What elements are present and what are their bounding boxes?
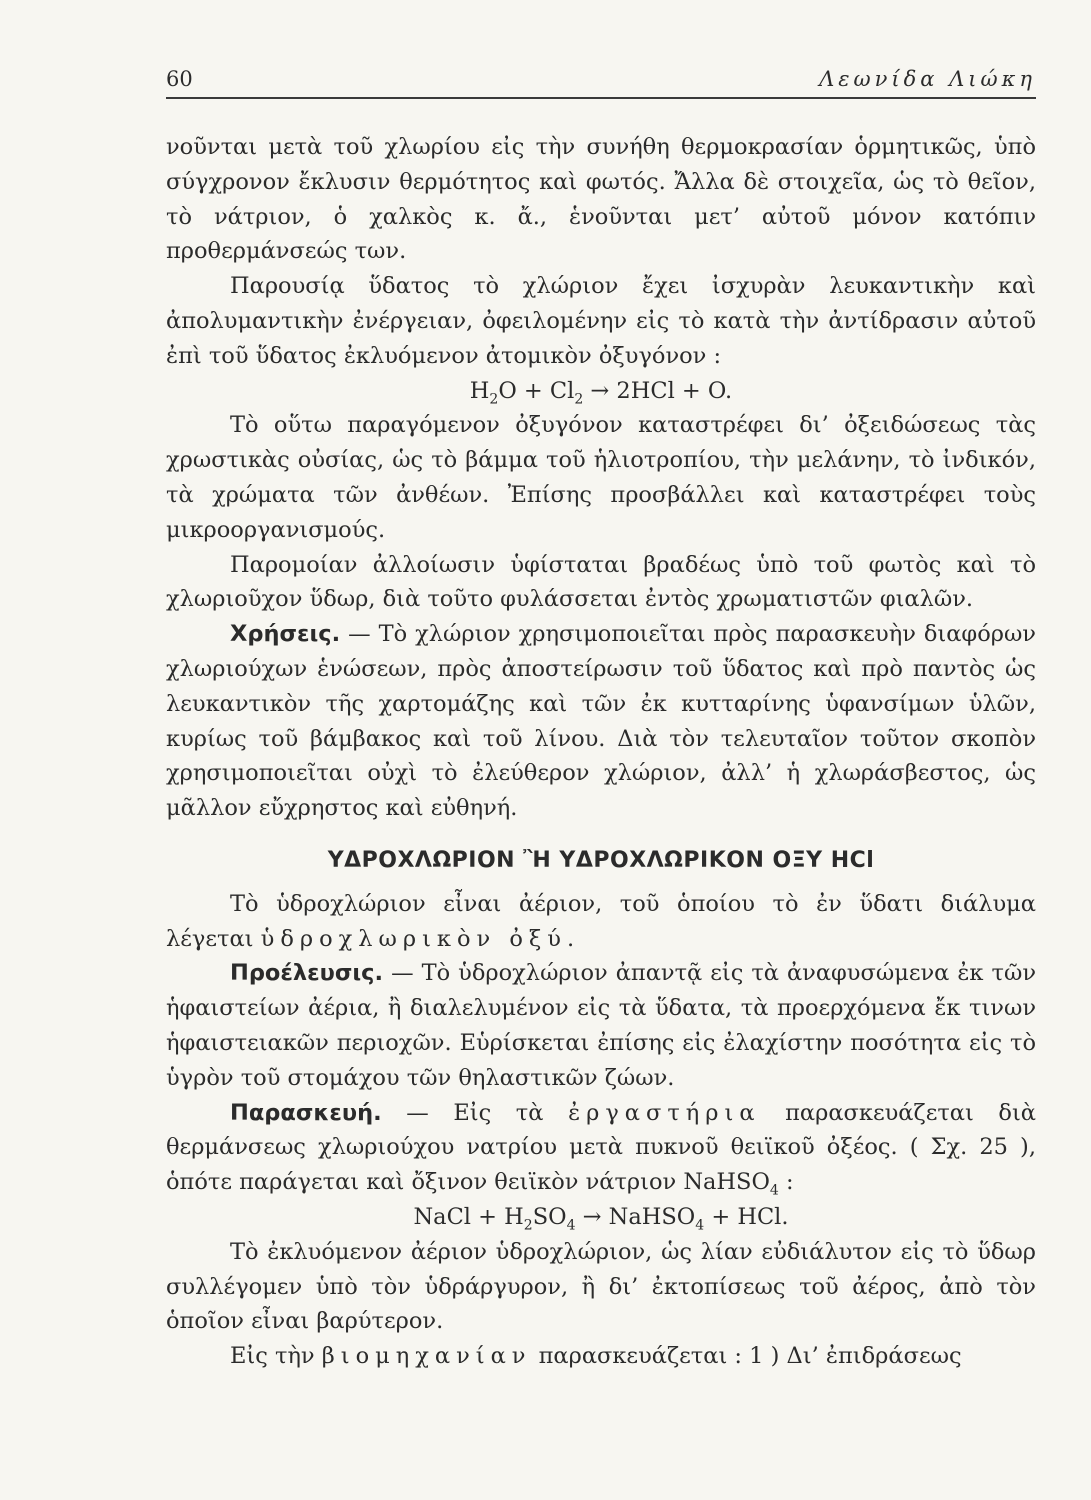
page-number: 60	[166, 67, 193, 91]
paragraph-hcl-intro: Τὸ ὑδροχλώριον εἶναι ἀέριον, τοῦ ὁποίου τὸ ἐν ὕδατι διάλυμα λέγεται ὑδροχλωρικὸν ὀξύ.	[166, 890, 1036, 952]
paragraph-chlorine-water: Παρομοίαν ἀλλοίωσιν ὑφίσταται βραδέως ὑπὸ τοῦ φωτὸς καὶ τὸ χλωριοῦχον ὕδωρ, διὰ τοῦτο φυλάσσεται ἐντὸς χρωματιστῶν φιαλῶν.	[166, 551, 1036, 613]
term-origin: Προέλευσις.	[230, 960, 384, 987]
equation-hcl-preparation: NaCl + $H_2SO_4$ → NaHSO$_4$ + HCl.	[413, 1203, 789, 1234]
paragraph-chlorine-reactions: νοῦνται μετὰ τοῦ χλωρίου εἰς τὴν συνήθη θερμοκρασίαν ὁρμητικῶς, ὑπὸ σύγχρονον ἔκλυσιν θερμότητος καὶ φωτός. Ἄλλα δὲ στοιχεῖα, ὡς τὸ θεῖον, τὸ νάτριον, ὁ χαλκὸς κ. ἄ., ἑνοῦνται μετ’ αὐτοῦ μόνον κατόπιν προθερμάνσεώς των.	[166, 134, 1036, 265]
paragraph-bleaching: Παρουσίᾳ ὕδατος τὸ χλώριον ἔχει ἰσχυρὰν λευκαντικὴν καὶ ἀπολυμαντικὴν ἐνέργειαν, ὀφειλομένην εἰς τὸ κατὰ τὴν ἀντίδρασιν αὐτοῦ ἐπὶ τοῦ ὕδατος ἐκλυόμενον ἀτομικὸν ὀξυγόνον :	[166, 273, 1036, 369]
paragraph-uses: Χρήσεις. — Τὸ χλώριον χρησιμοποιεῖται πρὸς παρασκευὴν διαφόρων χλωριούχων ἑνώσεων, πρὸς ἀποστείρωσιν τοῦ ὕδατος καὶ πρὸ παντὸς ὡς λευκαντικὸν τῆς χαρτομάζης καὶ τῶν ἐκ κυτταρίνης ὑφανσίμων ὑλῶν, κυρίως τοῦ βάμβακος καὶ τοῦ λίνου. Διὰ τὸν τελευταῖον τοῦτον σκοπὸν χρησιμοποιεῖται οὐχὶ τὸ ἐλεύθερον χλώριον, ἀλλ’ ἡ χλωράσβεστος, ὡς μᾶλλον εὔχρηστος καὶ εὐθηνή.	[166, 621, 1036, 822]
paragraph-origin: Προέλευσις. — Τὸ ὑδροχλώριον ἀπαντᾷ εἰς τὰ ἀναφυσώμενα ἐκ τῶν ἡφαιστείων ἀέρια, ἢ διαλελυμένον εἰς τὰ ὕδατα, τὰ προερχόμενα ἔκ τινων ἡφαιστειακῶν περιοχῶν. Εὑρίσκεται ἐπίσης εἰς ἐλαχίστην ποσότητα εἰς τὸ ὑγρὸν τοῦ στομάχου τῶν θηλαστικῶν ζώων.	[166, 960, 1036, 1091]
paragraph-preparation: Παρασκευή. — Εἰς τὰ ἐργαστήρια παρασκευάζεται διὰ θερμάνσεως χλωριούχου νατρίου μετὰ πυκνοῦ θειϊκοῦ ὀξέος. ( Σχ. 25 ), ὁπότε παράγεται καὶ ὄξινον θειϊκὸν νάτριον NaHSO$_4$ :	[166, 1099, 1036, 1199]
paragraph-collection: Τὸ ἐκλυόμενον ἀέριον ὑδροχλώριον, ὡς λίαν εὐδιάλυτον εἰς τὸ ὕδωρ συλλέγομεν ὑπὸ τὸν ὑδράργυρον, ἢ δι’ ἐκτοπίσεως τοῦ ἀέρος, ἀπὸ τὸν ὁποῖον εἶναι βαρύτερον.	[166, 1238, 1036, 1335]
section-heading-hcl: ΥΔΡΟΧΛΩΡΙΟΝ Ἢ ΥΔΡΟΧΛΩΡΙΚΟΝ ΟΞΥ HCl	[327, 847, 875, 873]
running-title: Λεωνίδα Λιώκη	[819, 67, 1036, 91]
page-header	[166, 62, 1036, 96]
paragraph-oxidation: Τὸ οὕτω παραγόμενον ὀξυγόνον καταστρέφει δι’ ὀξειδώσεως τὰς χρωστικὰς οὐσίας, ὡς τὸ βάμμα τοῦ ἡλιοτροπίου, τὴν μελάνην, τὸ ἰνδικόν, τὰ χρώματα τῶν ἀνθέων. Ἐπίσης προσβάλλει καὶ καταστρέφει τοὺς μικροοργανισμούς.	[166, 412, 1036, 543]
term-preparation: Παρασκευή.	[230, 1099, 382, 1126]
term-uses: Χρήσεις.	[230, 621, 341, 648]
equation-chlorine-water: $H_2O + Cl_2 \to 2HCl + O$.	[469, 377, 733, 408]
page-body	[166, 130, 1036, 1374]
header-rule	[166, 97, 1036, 99]
paragraph-industry: Εἰς τὴν βιομηχανίαν παρασκευάζεται : 1 ) Δι’ ἐπιδράσεως	[230, 1343, 962, 1370]
